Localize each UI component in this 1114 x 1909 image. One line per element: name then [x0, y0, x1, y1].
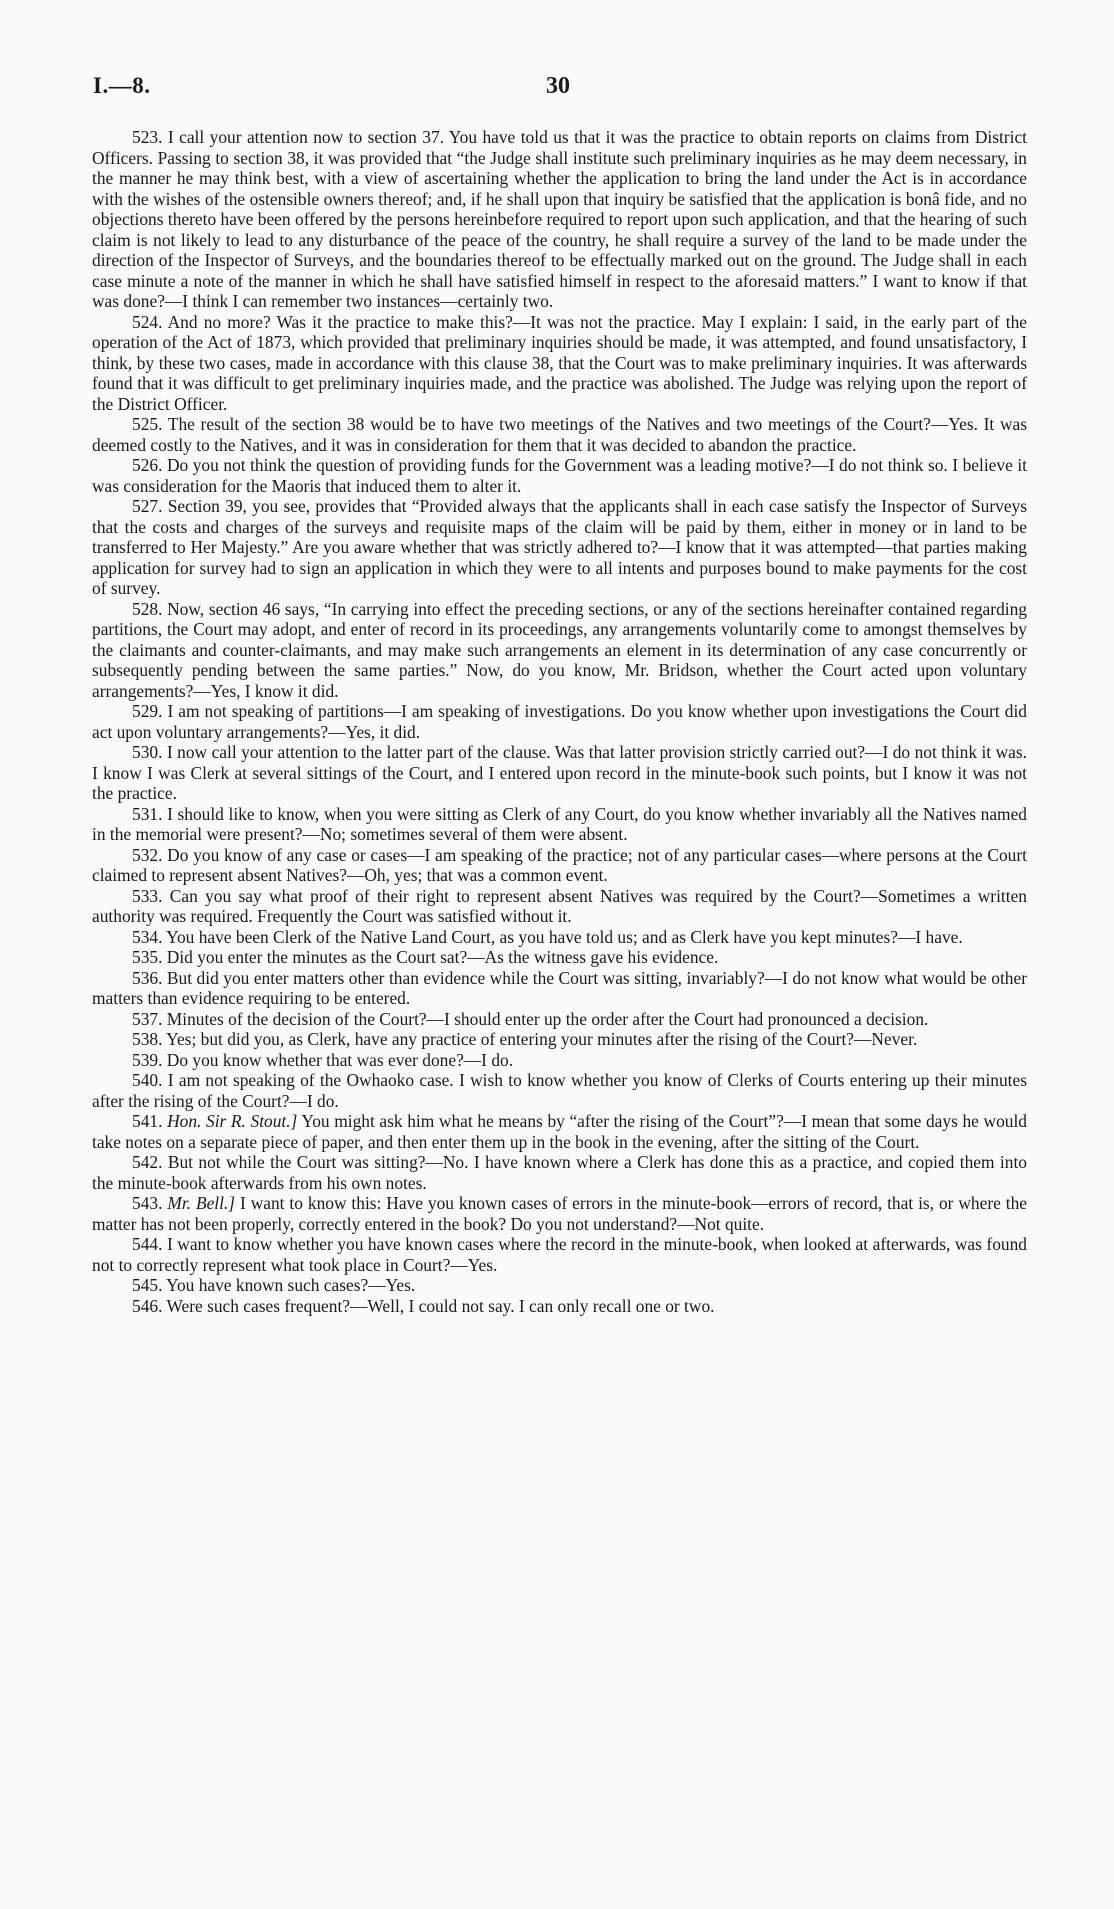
document-reference: I.—8. [93, 73, 151, 98]
paragraph-number: 530. [132, 742, 163, 762]
paragraph-528 [92, 599, 1027, 702]
paragraph-537 [92, 1009, 1027, 1030]
paragraph-text: Section 39, you see, provides that “Provided always that the applicants shall in each case satisfy the Inspector of Surveys that the costs and charges of the surveys and requisite maps of the claim will be paid by them, either in money or in land to be transferred to Her Majesty.” Are you aware whether that was strictly adhered to?—I know that it was attempted—that parties making application for survey had to sign an application in which they were to all intents and purposes bound to make payments for the cost of survey. [92, 496, 1027, 598]
paragraph-text: And no more? Was it the practice to make this?—It was not the practice. May I explain: I said, in the early part of the operation of the Act of 1873, which provided that preliminary inquiries should be made, it was attempted, and found unsatisfactory, I think, by these two cases, made in accordance with this clause 38, that the Court was to make preliminary inquiries. It was afterwards found that it was difficult to get preliminary inquiries made, and the practice was abolished. The Judge was relying upon the report of the District Officer. [92, 311, 1027, 414]
paragraph-text: I am not speaking of partitions—I am speaking of investigations. Do you know whether upon investigations the Court did act upon voluntary arrangements?—Yes, it did. [92, 701, 1027, 742]
paragraph-532 [92, 845, 1027, 886]
paragraph-text: Do you know whether that was ever done?—I do. [162, 1049, 514, 1070]
paragraph-number: 534. [132, 926, 163, 947]
speaker-label: Hon. Sir R. Stout.] [162, 1111, 298, 1131]
document-body [92, 127, 1027, 1316]
paragraph-number: 537. [132, 1008, 163, 1029]
paragraph-545 [92, 1275, 1027, 1296]
paragraph-number: 544. [132, 1234, 163, 1254]
speaker-label: Mr. Bell.] [162, 1193, 236, 1213]
paragraph-text: I should like to know, when you were sitting as Clerk of any Court, do you know whether invariably all the Natives named in the memorial were present?—No; sometimes several of them were absent. [92, 803, 1027, 844]
paragraph-530 [92, 742, 1027, 804]
paragraph-text: You have been Clerk of the Native Land Court, as you have told us; and as Clerk have you kept minutes?—I have. [162, 926, 963, 947]
paragraph-text: Do you know of any case or cases—I am speaking of the practice; not of any particular cases—where persons at the Court claimed to represent absent Natives?—Oh, yes; that was a common event. [92, 844, 1027, 885]
paragraph-number: 525. [132, 414, 163, 434]
paragraph-text: You have known such cases?—Yes. [162, 1275, 416, 1295]
paragraph-535 [92, 947, 1027, 968]
paragraph-number: 545. [132, 1275, 163, 1295]
paragraph-number: 535. [132, 947, 163, 967]
paragraph-number: 526. [132, 455, 163, 475]
paragraph-text: I want to know whether you have known cases where the record in the minute-book, when looked at afterwards, was found not to correctly represent what took place in Court?—Yes. [92, 1234, 1027, 1275]
paragraph-number: 528. [132, 598, 163, 619]
paragraph-number: 539. [132, 1049, 163, 1070]
paragraph-text: Do you not think the question of providing funds for the Government was a leading motive?—I do not think so. I believe it was consideration for the Maoris that induced them to alter it. [92, 455, 1027, 496]
paragraph-540 [92, 1070, 1027, 1111]
paragraph-523 [92, 127, 1027, 312]
paragraph-text: I want to know this: Have you known cases of errors in the minute-book—errors of record, that is, or where the matter has not been properly, correctly entered in the book? Do you not understand?—Not quite. [92, 1193, 1027, 1234]
paragraph-number: 523. [132, 127, 163, 147]
paragraph-number: 529. [132, 701, 163, 721]
paragraph-text: I now call your attention to the latter part of the clause. Was that latter provision strictly carried out?—I do not think it was. I know I was Clerk at several sittings of the Court, and I entered upon record in the minute-book such points, but I know it was not the practice. [92, 742, 1027, 803]
paragraph-text: Did you enter the minutes as the Court sat?—As the witness gave his evidence. [162, 947, 719, 967]
paragraph-number: 546. [132, 1295, 163, 1316]
paragraph-524 [92, 312, 1027, 415]
paragraph-number: 543. [132, 1193, 163, 1213]
paragraph-number: 540. [132, 1070, 163, 1090]
paragraph-number: 542. [132, 1152, 163, 1172]
paragraph-text: I am not speaking of the Owhaoko case. I wish to know whether you know of Clerks of Courts entering up their minutes after the rising of the Court?—I do. [92, 1070, 1027, 1111]
paragraph-text: Were such cases frequent?—Well, I could not say. I can only recall one or two. [162, 1295, 715, 1316]
paragraph-text: Minutes of the decision of the Court?—I should enter up the order after the Court had pronounced a decision. [162, 1008, 929, 1029]
paragraph-number: 531. [132, 803, 163, 824]
paragraph-534 [92, 927, 1027, 948]
paragraph-538 [92, 1029, 1027, 1050]
paragraph-number: 533. [132, 885, 163, 906]
paragraph-546 [92, 1296, 1027, 1317]
paragraph-544 [92, 1234, 1027, 1275]
paragraph-529 [92, 701, 1027, 742]
paragraph-text: The result of the section 38 would be to have two meetings of the Natives and two meetings of the Court?—Yes. It was deemed costly to the Natives, and it was in consideration for them that it was decided to abandon the practice. [92, 414, 1027, 455]
paragraph-527 [92, 496, 1027, 599]
paragraph-text: I call your attention now to section 37. You have told us that it was the practice to obtain reports on claims from District Officers. Passing to section 38, it was provided that “the Judge shall institute such preliminary inquiries as he may deem necessary, in the manner he may think best, with a view of ascertaining whether the application to bring the land under the Act is in accordance with the wishes of the ostensible owners thereof; and, if he shall upon that inquiry be satisfied that the application is bonâ fide, and no objections thereto have been offered by the persons hereinbefore required to report upon such application, and that the hearing of such claim is not likely to lead to any disturbance of the peace of the country, he shall require a survey of the land to be made under the direction of the Inspector of Surveys, and the boundaries thereof to be effectually marked out on the ground. The Judge shall in each case minute a note of the manner in which he shall have satisfied himself in respect to the aforesaid matters.” I want to know if that was done?—I think I can remember two instances—certainly two. [92, 127, 1027, 311]
paragraph-number: 527. [132, 496, 163, 516]
paragraph-526 [92, 455, 1027, 496]
paragraph-533 [92, 886, 1027, 927]
paragraph-542 [92, 1152, 1027, 1193]
paragraph-text: Can you say what proof of their right to represent absent Natives was required by the Court?—Sometimes a written authority was required. Frequently the Court was satisfied without it. [92, 885, 1027, 926]
page-number: 30 [546, 73, 570, 99]
paragraph-text: Yes; but did you, as Clerk, have any practice of entering your minutes after the rising of the Court?—Never. [162, 1029, 918, 1049]
paragraph-text: But did you enter matters other than evidence while the Court was sitting, invariably?—I do not know what would be other matters than evidence requiring to be entered. [92, 967, 1027, 1008]
paragraph-number: 524. [132, 311, 163, 332]
paragraph-536 [92, 968, 1027, 1009]
paragraph-text: You might ask him what he means by “after the rising of the Court”?—I mean that some days he would take notes on a separate piece of paper, and then enter them up in the book in the evening, after the sitting of the Court. [92, 1111, 1027, 1152]
paragraph-543 [92, 1193, 1027, 1234]
paragraph-525 [92, 414, 1027, 455]
paragraph-541 [92, 1111, 1027, 1152]
paragraph-number: 536. [132, 967, 163, 988]
paragraph-number: 541. [132, 1111, 163, 1131]
paragraph-text: But not while the Court was sitting?—No. I have known where a Clerk has done this as a practice, and copied them into the minute-book afterwards from his own notes. [92, 1152, 1027, 1193]
paragraph-539 [92, 1050, 1027, 1071]
paragraph-text: Now, section 46 says, “In carrying into effect the preceding sections, or any of the sections hereinafter contained regarding partitions, the Court may adopt, and enter of record in its proceedings, any arrangements voluntarily come to amongst themselves by the claimants and counter-claimants, and may make such arrangements an element in its determination of any case concurrently or subsequently pending between the same parties.” Now, do you know, Mr. Bridson, whether the Court acted upon voluntary arrangements?—Yes, I know it did. [92, 598, 1027, 701]
paragraph-531 [92, 804, 1027, 845]
paragraph-number: 532. [132, 844, 163, 865]
page-header [0, 0, 1114, 120]
paragraph-number: 538. [132, 1029, 163, 1049]
